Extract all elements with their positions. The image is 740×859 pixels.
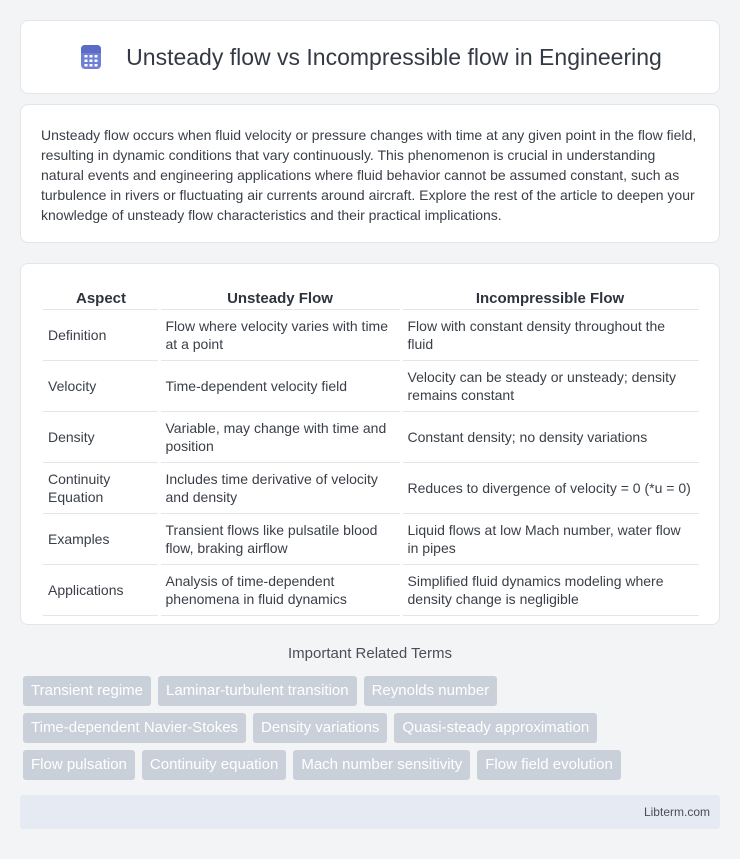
term-tag[interactable]: Mach number sensitivity: [293, 750, 470, 780]
term-tag[interactable]: Laminar-turbulent transition: [158, 676, 357, 706]
footer: [20, 795, 720, 829]
table-cell: Analysis of time-dependent phenomena in fluid dynamics: [159, 565, 401, 616]
table-cell: Continuity Equation: [43, 463, 159, 514]
table-cell: Simplified fluid dynamics modeling where density change is negligible: [401, 565, 699, 616]
table-cell: Includes time derivative of velocity and density: [159, 463, 401, 514]
term-tag[interactable]: Continuity equation: [142, 750, 286, 780]
table-cell: Applications: [43, 565, 159, 616]
table-cell: Constant density; no density variations: [401, 412, 699, 463]
title-card: [20, 20, 720, 94]
table-cell: Flow with constant density throughout the fluid: [401, 310, 699, 361]
table-cell: Liquid flows at low Mach number, water flow in pipes: [401, 514, 699, 565]
table-cell: Flow where velocity varies with time at a point: [159, 310, 401, 361]
column-header: Unsteady Flow: [159, 282, 401, 310]
related-terms-heading: Important Related Terms: [288, 645, 452, 662]
term-tag[interactable]: Flow pulsation: [23, 750, 135, 780]
table-cell: Variable, may change with time and position: [159, 412, 401, 463]
calculator-icon: [78, 44, 104, 70]
related-terms: [23, 676, 723, 787]
term-tag[interactable]: Density variations: [253, 713, 387, 743]
term-tag[interactable]: Flow field evolution: [477, 750, 621, 780]
table-cell: Definition: [43, 310, 159, 361]
table-row: [43, 361, 699, 412]
footer-site-link[interactable]: Libterm.com: [643, 805, 710, 819]
column-header: Aspect: [43, 282, 159, 310]
intro-paragraph: Unsteady flow occurs when fluid velocity or pressure changes with time at any given point in the flow field, resulting in dynamic conditions that vary continuously. This phenomenon is crucial in understanding natural events and engineering applications where fluid behavior cannot be assumed constant, such as turbulence in rivers or fluctuating air currents around aircraft. Explore the rest of the article to deepen your knowledge of unsteady flow characteristics and their practical implications.: [41, 127, 697, 223]
table-cell: Time-dependent velocity field: [159, 361, 401, 412]
comparison-table: [43, 282, 699, 616]
intro-card: [20, 104, 720, 243]
column-header: Incompressible Flow: [401, 282, 699, 310]
comparison-card: [20, 263, 720, 625]
term-row: [23, 713, 723, 743]
table-row: [43, 412, 699, 463]
table-cell: Examples: [43, 514, 159, 565]
term-tag[interactable]: Quasi-steady approximation: [394, 713, 597, 743]
table-cell: Velocity: [43, 361, 159, 412]
table-cell: Velocity can be steady or unsteady; density remains constant: [401, 361, 699, 412]
term-row: [23, 750, 723, 780]
term-tag[interactable]: Time-dependent Navier-Stokes: [23, 713, 246, 743]
page-title: Unsteady flow vs Incompressible flow in Engineering: [126, 43, 662, 70]
term-row: [23, 676, 723, 706]
table-header-row: [43, 282, 699, 310]
table-row: [43, 514, 699, 565]
table-cell: Transient flows like pulsatile blood flow, braking airflow: [159, 514, 401, 565]
term-tag[interactable]: Reynolds number: [364, 676, 498, 706]
table-cell: Reduces to divergence of velocity = 0 (*u = 0): [401, 463, 699, 514]
term-tag[interactable]: Transient regime: [23, 676, 151, 706]
table-row: [43, 565, 699, 616]
table-cell: Density: [43, 412, 159, 463]
table-row: [43, 310, 699, 361]
table-row: [43, 463, 699, 514]
